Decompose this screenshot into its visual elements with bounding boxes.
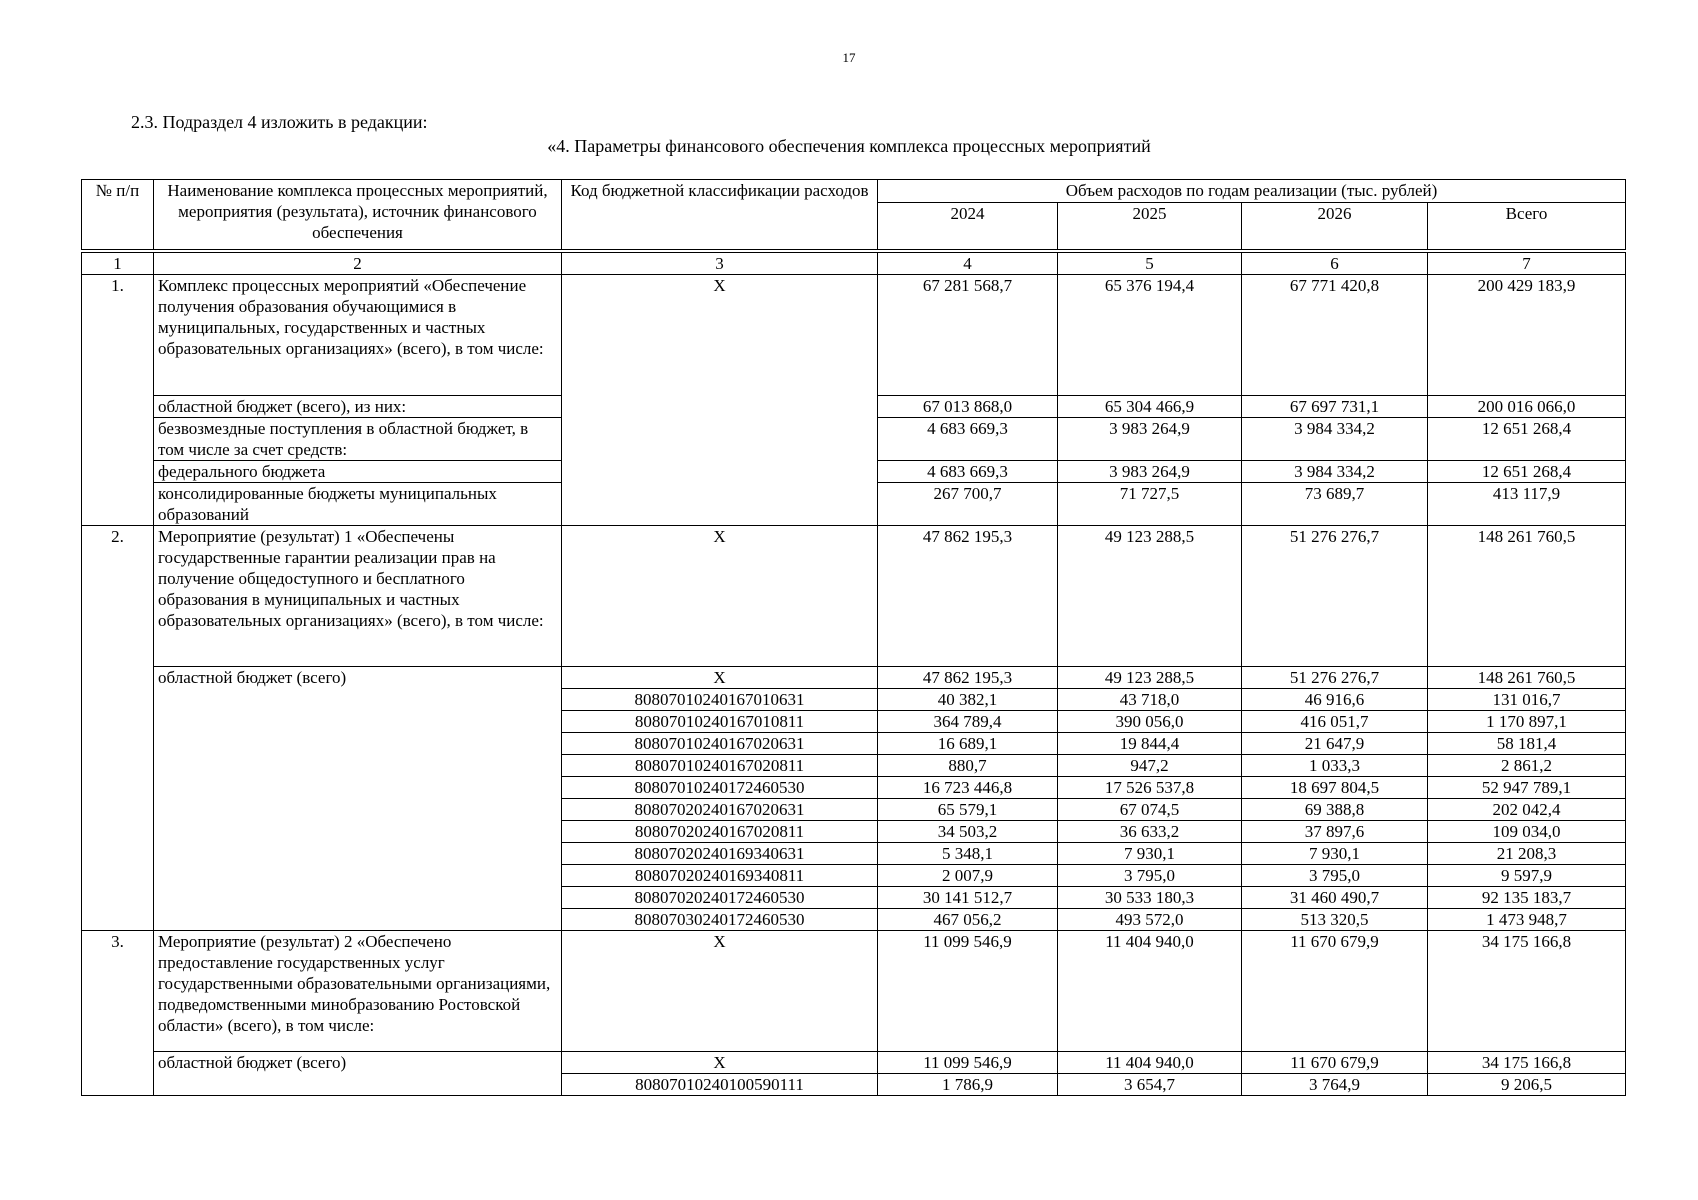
budget-classification-code: 80807020240167020811 bbox=[562, 821, 878, 843]
column-number-cell: 5 bbox=[1058, 253, 1242, 275]
value-cell: 3 984 334,2 bbox=[1242, 461, 1428, 483]
value-cell: 467 056,2 bbox=[878, 909, 1058, 931]
value-cell: 21 647,9 bbox=[1242, 733, 1428, 755]
header-total: Всего bbox=[1428, 203, 1626, 250]
budget-classification-code: 80807010240167010631 bbox=[562, 689, 878, 711]
section-number: 2. bbox=[82, 526, 154, 931]
table-header bbox=[81, 179, 1626, 250]
budget-classification-code: 80807020240167020631 bbox=[562, 799, 878, 821]
budget-label: областной бюджет (всего) bbox=[154, 1052, 562, 1096]
value-cell: 390 056,0 bbox=[1058, 711, 1242, 733]
value-cell: 2 861,2 bbox=[1428, 755, 1626, 777]
value-cell: 200 429 183,9 bbox=[1428, 275, 1626, 396]
value-cell: 3 983 264,9 bbox=[1058, 461, 1242, 483]
value-cell: 51 276 276,7 bbox=[1242, 526, 1428, 667]
value-cell: 11 099 546,9 bbox=[878, 931, 1058, 1052]
value-cell: 51 276 276,7 bbox=[1242, 667, 1428, 689]
value-cell: 49 123 288,5 bbox=[1058, 526, 1242, 667]
budget-classification-code: 80807010240167020631 bbox=[562, 733, 878, 755]
budget-classification-code: 80807020240169340631 bbox=[562, 843, 878, 865]
budget-classification-code: X bbox=[562, 1052, 878, 1074]
value-cell: 16 689,1 bbox=[878, 733, 1058, 755]
budget-label: областной бюджет (всего) bbox=[154, 667, 562, 931]
value-cell: 202 042,4 bbox=[1428, 799, 1626, 821]
value-cell: 71 727,5 bbox=[1058, 483, 1242, 526]
budget-classification-code: 80807010240167020811 bbox=[562, 755, 878, 777]
value-cell: 3 654,7 bbox=[1058, 1074, 1242, 1096]
page-number: 17 bbox=[842, 50, 856, 65]
value-cell: 3 795,0 bbox=[1242, 865, 1428, 887]
value-cell: 65 579,1 bbox=[878, 799, 1058, 821]
section-row bbox=[82, 275, 1626, 396]
value-cell: 12 651 268,4 bbox=[1428, 418, 1626, 461]
section-name: Мероприятие (результат) 2 «Обеспечено предоставление государственных услуг государственными образовательными организациями, подведомственными минобразованию Ростовской области» (всего), в том числе: bbox=[154, 931, 562, 1052]
budget-classification-code: 80807020240172460530 bbox=[562, 887, 878, 909]
value-cell: 3 984 334,2 bbox=[1242, 418, 1428, 461]
financing-table bbox=[81, 252, 1626, 1096]
value-cell: 1 170 897,1 bbox=[1428, 711, 1626, 733]
header-year-2026: 2026 bbox=[1242, 203, 1428, 250]
value-cell: 30 533 180,3 bbox=[1058, 887, 1242, 909]
budget-classification-code: X bbox=[562, 667, 878, 689]
value-cell: 34 175 166,8 bbox=[1428, 931, 1626, 1052]
value-cell: 11 670 679,9 bbox=[1242, 931, 1428, 1052]
header-col-code: Код бюджетной классификации расходов bbox=[562, 180, 878, 250]
value-cell: 46 916,6 bbox=[1242, 689, 1428, 711]
budget-classification-code: 80807010240172460530 bbox=[562, 777, 878, 799]
value-cell: 34 503,2 bbox=[878, 821, 1058, 843]
value-cell: 67 074,5 bbox=[1058, 799, 1242, 821]
value-cell: 9 597,9 bbox=[1428, 865, 1626, 887]
value-cell: 364 789,4 bbox=[878, 711, 1058, 733]
value-cell: 17 526 537,8 bbox=[1058, 777, 1242, 799]
value-cell: 69 388,8 bbox=[1242, 799, 1428, 821]
value-cell: 49 123 288,5 bbox=[1058, 667, 1242, 689]
section-number: 3. bbox=[82, 931, 154, 1096]
value-cell: 5 348,1 bbox=[878, 843, 1058, 865]
section-title: «4. Параметры финансового обеспечения комплекса процессных мероприятий bbox=[547, 136, 1151, 156]
column-number-cell: 4 bbox=[878, 253, 1058, 275]
value-cell: 58 181,4 bbox=[1428, 733, 1626, 755]
value-cell: 40 382,1 bbox=[878, 689, 1058, 711]
value-cell: 67 281 568,7 bbox=[878, 275, 1058, 396]
value-cell: 4 683 669,3 bbox=[878, 461, 1058, 483]
value-cell: 3 764,9 bbox=[1242, 1074, 1428, 1096]
value-cell: 18 697 804,5 bbox=[1242, 777, 1428, 799]
value-cell: 1 786,9 bbox=[878, 1074, 1058, 1096]
value-cell: 413 117,9 bbox=[1428, 483, 1626, 526]
section-code: X bbox=[562, 931, 878, 1052]
value-cell: 2 007,9 bbox=[878, 865, 1058, 887]
header-col-volume: Объем расходов по годам реализации (тыс. рублей) bbox=[878, 180, 1626, 203]
section-name: Комплекс процессных мероприятий «Обеспечение получения образования обучающимися в муниципальных, государственных и частных образовательных организациях» (всего), в том числе: bbox=[154, 275, 562, 396]
value-cell: 7 930,1 bbox=[1242, 843, 1428, 865]
value-cell: 1 473 948,7 bbox=[1428, 909, 1626, 931]
value-cell: 11 099 546,9 bbox=[878, 1052, 1058, 1074]
intro-text: 2.3. Подраздел 4 изложить в редакции: bbox=[131, 112, 428, 132]
value-cell: 3 795,0 bbox=[1058, 865, 1242, 887]
value-cell: 21 208,3 bbox=[1428, 843, 1626, 865]
value-cell: 67 697 731,1 bbox=[1242, 396, 1428, 418]
value-cell: 36 633,2 bbox=[1058, 821, 1242, 843]
value-cell: 880,7 bbox=[878, 755, 1058, 777]
value-cell: 92 135 183,7 bbox=[1428, 887, 1626, 909]
header-col-name: Наименование комплекса процессных мероприятий, мероприятия (результата), источник финансового обеспечения bbox=[154, 180, 562, 250]
value-cell: 131 016,7 bbox=[1428, 689, 1626, 711]
value-cell: 67 771 420,8 bbox=[1242, 275, 1428, 396]
value-cell: 9 206,5 bbox=[1428, 1074, 1626, 1096]
value-cell: 11 670 679,9 bbox=[1242, 1052, 1428, 1074]
value-cell: 148 261 760,5 bbox=[1428, 526, 1626, 667]
value-cell: 67 013 868,0 bbox=[878, 396, 1058, 418]
value-cell: 4 683 669,3 bbox=[878, 418, 1058, 461]
value-cell: 1 033,3 bbox=[1242, 755, 1428, 777]
header-col-no: № п/п bbox=[82, 180, 154, 250]
value-cell: 947,2 bbox=[1058, 755, 1242, 777]
section-number: 1. bbox=[82, 275, 154, 526]
funding-source-name: безвозмездные поступления в областной бюджет, в том числе за счет средств: bbox=[154, 418, 562, 461]
section-code: X bbox=[562, 526, 878, 667]
value-cell: 16 723 446,8 bbox=[878, 777, 1058, 799]
column-number-cell: 2 bbox=[154, 253, 562, 275]
section-row bbox=[82, 931, 1626, 1052]
value-cell: 65 304 466,9 bbox=[1058, 396, 1242, 418]
funding-source-name: консолидированные бюджеты муниципальных образований bbox=[154, 483, 562, 526]
value-cell: 148 261 760,5 bbox=[1428, 667, 1626, 689]
column-number-cell: 1 bbox=[82, 253, 154, 275]
value-cell: 65 376 194,4 bbox=[1058, 275, 1242, 396]
value-cell: 11 404 940,0 bbox=[1058, 931, 1242, 1052]
column-number-cell: 3 bbox=[562, 253, 878, 275]
budget-classification-code: 80807030240172460530 bbox=[562, 909, 878, 931]
budget-classification-code: 80807010240100590111 bbox=[562, 1074, 878, 1096]
value-cell: 34 175 166,8 bbox=[1428, 1052, 1626, 1074]
value-cell: 47 862 195,3 bbox=[878, 526, 1058, 667]
value-cell: 12 651 268,4 bbox=[1428, 461, 1626, 483]
value-cell: 73 689,7 bbox=[1242, 483, 1428, 526]
value-cell: 30 141 512,7 bbox=[878, 887, 1058, 909]
column-number-cell: 7 bbox=[1428, 253, 1626, 275]
column-numbers-row bbox=[82, 253, 1626, 275]
header-year-2025: 2025 bbox=[1058, 203, 1242, 250]
budget-classification-code: 80807010240167010811 bbox=[562, 711, 878, 733]
value-cell: 109 034,0 bbox=[1428, 821, 1626, 843]
section-row bbox=[82, 526, 1626, 667]
value-cell: 200 016 066,0 bbox=[1428, 396, 1626, 418]
value-cell: 11 404 940,0 bbox=[1058, 1052, 1242, 1074]
budget-classification-code: 80807020240169340811 bbox=[562, 865, 878, 887]
budget-code-row bbox=[82, 1052, 1626, 1074]
value-cell: 43 718,0 bbox=[1058, 689, 1242, 711]
value-cell: 47 862 195,3 bbox=[878, 667, 1058, 689]
value-cell: 493 572,0 bbox=[1058, 909, 1242, 931]
value-cell: 7 930,1 bbox=[1058, 843, 1242, 865]
value-cell: 3 983 264,9 bbox=[1058, 418, 1242, 461]
column-number-cell: 6 bbox=[1242, 253, 1428, 275]
value-cell: 416 051,7 bbox=[1242, 711, 1428, 733]
value-cell: 52 947 789,1 bbox=[1428, 777, 1626, 799]
section-name: Мероприятие (результат) 1 «Обеспечены государственные гарантии реализации прав на получение общедоступного и бесплатного образования в муниципальных и частных образовательных организациях» (всего), в том числе: bbox=[154, 526, 562, 667]
value-cell: 31 460 490,7 bbox=[1242, 887, 1428, 909]
funding-source-name: федерального бюджета bbox=[154, 461, 562, 483]
header-year-2024: 2024 bbox=[878, 203, 1058, 250]
budget-code-row bbox=[82, 667, 1626, 689]
value-cell: 267 700,7 bbox=[878, 483, 1058, 526]
funding-source-name: областной бюджет (всего), из них: bbox=[154, 396, 562, 418]
value-cell: 19 844,4 bbox=[1058, 733, 1242, 755]
section-code: X bbox=[562, 275, 878, 526]
value-cell: 37 897,6 bbox=[1242, 821, 1428, 843]
value-cell: 513 320,5 bbox=[1242, 909, 1428, 931]
